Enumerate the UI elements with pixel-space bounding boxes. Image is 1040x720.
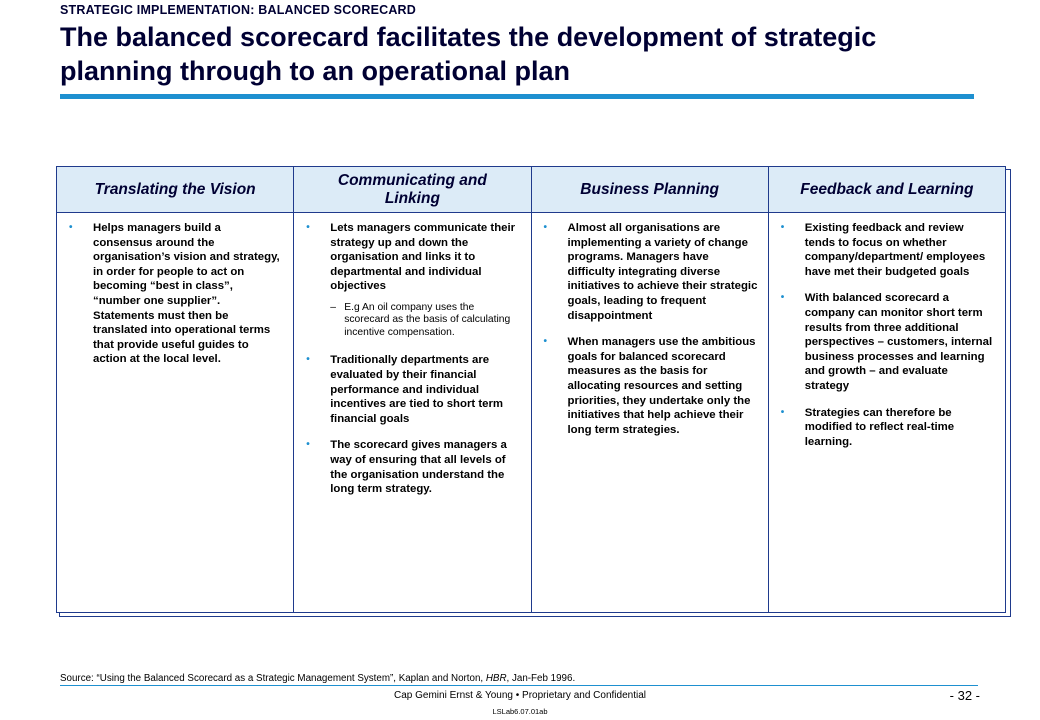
bullet-item — [65, 221, 283, 367]
bullet-icon: • — [543, 336, 548, 348]
scorecard-table — [56, 166, 1010, 616]
column-heading: Communicating and Linking — [294, 167, 530, 213]
scorecard-column — [293, 167, 530, 612]
footer-code: LSLab6.07.01ab — [492, 707, 548, 716]
source-suffix: , Jan-Feb 1996. — [506, 673, 576, 684]
source-note — [60, 673, 575, 684]
column-body — [532, 213, 768, 449]
column-body — [769, 213, 1005, 461]
table-frame — [56, 166, 1006, 613]
bullet-icon: • — [543, 222, 548, 233]
bullet-text: Existing feedback and review tends to focus on whether company/department/ employees have met their budgeted goals — [804, 222, 986, 278]
source-prefix: Source: “Using the Balanced Scorecard as a Strategic Management System”, Kaplan and Norton, — [60, 673, 486, 684]
footer-company: Cap Gemini Ernst & Young • Proprietary and Confidential — [394, 690, 646, 701]
bullet-item — [302, 221, 520, 294]
page-title: The balanced scorecard facilitates the development of strategic planning through to an operational plan — [60, 22, 877, 86]
footer-rule — [60, 685, 978, 686]
sub-bullet-item — [330, 302, 520, 340]
bullet-icon: • — [780, 222, 785, 233]
scorecard-column — [531, 167, 768, 612]
bullet-text: Traditionally departments are evaluated by their financial performance and individual incentives are tied to short term financial goals — [330, 354, 504, 425]
bullet-text: Lets managers communicate their strategy up and down the organisation and links it to departmental and individual objectives — [330, 222, 516, 293]
bullet-icon: • — [780, 292, 785, 304]
bullet-item — [302, 438, 520, 496]
bullet-item — [540, 335, 758, 437]
bullet-item — [777, 291, 995, 393]
bullet-item — [302, 353, 520, 426]
bullet-icon: • — [306, 439, 310, 451]
column-heading: Business Planning — [532, 167, 768, 213]
column-body — [57, 213, 293, 379]
source-journal: HBR — [485, 673, 507, 684]
scorecard-column — [768, 167, 1005, 612]
dash-icon: – — [330, 301, 336, 313]
column-heading: Feedback and Learning — [769, 167, 1005, 213]
column-heading: Translating the Vision — [57, 167, 293, 213]
sub-bullet-text: E.g An oil company uses the scorecard as the basis of calculating incentive compensation. — [344, 301, 511, 338]
section-kicker: STRATEGIC IMPLEMENTATION: BALANCED SCORECARD — [60, 3, 417, 17]
page-number: - 32 - — [949, 688, 980, 703]
bullet-icon: • — [69, 222, 73, 233]
bullet-text: The scorecard gives managers a way of ensuring that all levels of the organisation understand the long term strategy. — [330, 439, 507, 496]
bullet-item — [777, 221, 995, 279]
bullet-text: Strategies can therefore be modified to reflect real-time learning. — [804, 406, 955, 448]
bullet-icon: • — [306, 222, 310, 233]
scorecard-column — [57, 167, 293, 612]
bullet-icon: • — [780, 406, 785, 418]
bullet-text: When managers use the ambitious goals for balanced scorecard measures as the basis for allocating resources and setting priorities, they undertake only the initiatives that help achieve their long term strategies. — [567, 336, 756, 436]
title-underline — [60, 94, 974, 99]
column-body — [294, 213, 530, 509]
bullet-item — [540, 221, 758, 323]
bullet-text: Helps managers build a consensus around the organisation’s vision and strategy, in order for people to act on becoming “best in class”, “number one supplier”. Statements must then be translated into operational terms that provide useful guides to action at the local level. — [93, 222, 280, 366]
bullet-item — [777, 406, 995, 450]
bullet-text: With balanced scorecard a company can monitor short term results from three additional perspectives – customers, internal business processes and learning and growth – and evaluate strategy — [804, 292, 993, 392]
bullet-icon: • — [306, 354, 310, 366]
bullet-text: Almost all organisations are implementing a variety of change programs. Managers have difficulty integrating diverse initiatives to achieve their strategic goals, leading to frequent disappointment — [567, 222, 758, 322]
